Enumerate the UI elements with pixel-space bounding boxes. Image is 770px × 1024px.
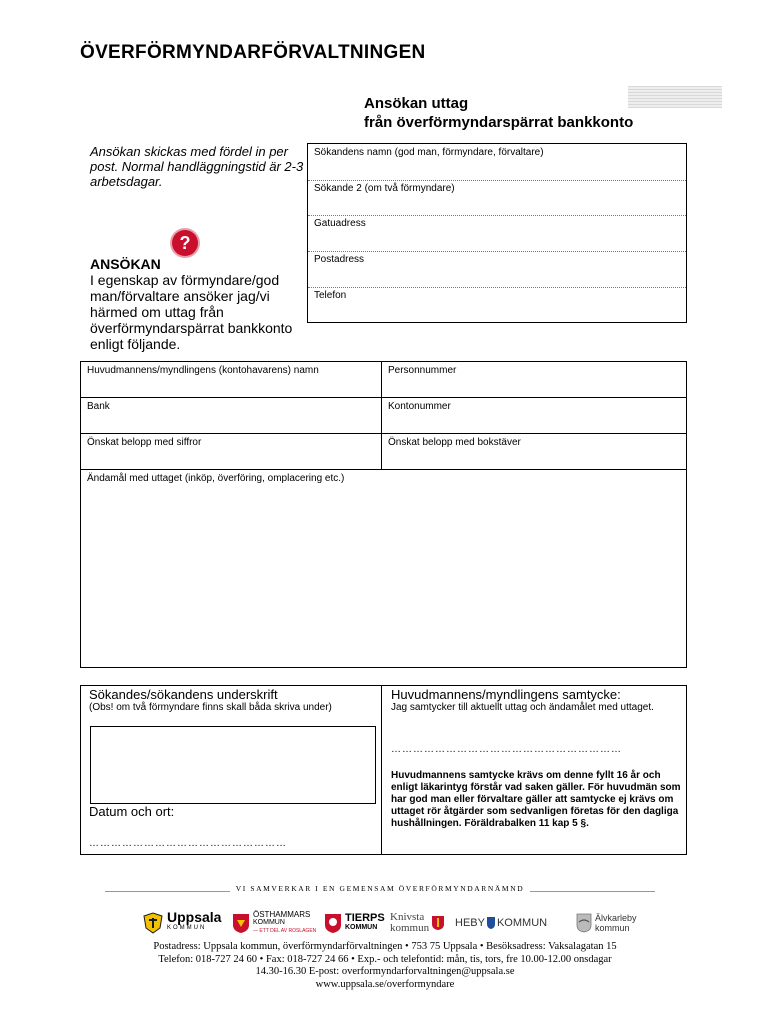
knivsta-crest-icon bbox=[431, 915, 445, 931]
personal-number-field[interactable] bbox=[382, 362, 686, 398]
logo-name: Knivsta bbox=[390, 911, 425, 923]
field-label: Kontonummer bbox=[388, 401, 451, 412]
consent-statement: Jag samtycker till aktuellt uttag och ändamålet med uttaget. bbox=[391, 702, 654, 713]
osthammar-crest-icon bbox=[232, 912, 250, 934]
slogan-bar bbox=[105, 884, 655, 898]
logo-name: Uppsala bbox=[167, 909, 222, 925]
logo-name: TIERPS bbox=[345, 912, 385, 924]
logo-tagline: — ETT DEL AV ROSLAGEN bbox=[253, 928, 317, 934]
heby-logo bbox=[455, 910, 547, 936]
signature-consent-section bbox=[80, 685, 687, 855]
alvkarleby-logo bbox=[576, 910, 637, 936]
principal-section bbox=[80, 361, 687, 668]
osthammar-logo bbox=[232, 910, 316, 936]
applicant-section bbox=[307, 143, 687, 323]
field-label: Sökandens namn (god man, förmyndare, förvaltare) bbox=[314, 147, 544, 158]
logo-name: Älvkarleby bbox=[595, 913, 637, 923]
applicant-name-field[interactable] bbox=[308, 144, 686, 181]
heby-crest-icon bbox=[486, 916, 496, 930]
field-label: Önskat belopp med bokstäver bbox=[388, 437, 521, 448]
footer-email: 14.30-16.30 E-post: overformyndarforvaltningen@uppsala.se bbox=[255, 966, 515, 977]
submission-note: Ansökan skickas med fördel in per post. Normal handläggningstid är 2-3 arbetsdagar. bbox=[90, 144, 304, 189]
date-place-field[interactable]: ……………………………………………… bbox=[89, 838, 287, 849]
account-number-field[interactable] bbox=[382, 398, 686, 434]
help-icon[interactable]: ? bbox=[172, 230, 198, 256]
field-label: Önskat belopp med siffror bbox=[87, 437, 202, 448]
logo-name: ÖSTHAMMARS bbox=[253, 910, 311, 919]
signature-field[interactable] bbox=[90, 726, 376, 804]
office-stamp-area bbox=[628, 86, 722, 108]
application-text: I egenskap av förmyndare/god man/förvaltare ansöker jag/vi härmed om uttag från överförmyndarspärrat bankkonto enligt följande. bbox=[90, 272, 293, 352]
bank-field[interactable] bbox=[81, 398, 382, 434]
field-label: Telefon bbox=[314, 290, 347, 301]
knivsta-logo bbox=[390, 910, 445, 936]
field-label: Gatuadress bbox=[314, 218, 366, 229]
organization-name: ÖVERFÖRMYNDARFÖRVALTNINGEN bbox=[80, 42, 426, 63]
slogan-text: VI SAMVERKAR I EN GEMENSAM ÖVERFÖRMYNDARNÄMND bbox=[230, 884, 530, 893]
street-address-field[interactable] bbox=[308, 215, 686, 252]
phone-field[interactable] bbox=[308, 287, 686, 322]
field-label: Sökande 2 (om två förmyndare) bbox=[314, 183, 455, 194]
logo-sub: KOMMUN bbox=[345, 924, 378, 931]
field-label: Huvudmannens/myndlingens (kontohavarens) namn bbox=[87, 365, 319, 376]
logo-sub: KOMMUN bbox=[496, 917, 548, 929]
uppsala-crest-icon bbox=[142, 912, 164, 934]
field-label: Postadress bbox=[314, 254, 365, 265]
application-heading: ANSÖKAN bbox=[90, 256, 161, 272]
logo-sub: kommun bbox=[390, 922, 430, 934]
tierp-logo bbox=[324, 910, 385, 936]
signature-heading: Sökandes/sökandens underskrift bbox=[89, 687, 278, 702]
footer-website[interactable]: www.uppsala.se/overformyndare bbox=[315, 978, 455, 990]
field-label: Ändamål med uttaget (inköp, överföring, omplacering etc.) bbox=[87, 473, 345, 484]
field-label: Bank bbox=[87, 401, 110, 412]
logo-sub: kommun bbox=[595, 923, 630, 933]
consent-note: Huvudmannens samtycke krävs om denne fyllt 16 år och enligt läkarintyg förstår vad saken gäller. För huvudmän som har god man eller förvaltare gäller att samtycke ej krävs om uttaget rör åtgärder som sedvanligen företas för den dagliga hushållningen. Föräldrabalken 11 kap 5 §. bbox=[391, 770, 681, 829]
form-title-line2: från överförmyndarspärrat bankkonto bbox=[364, 114, 634, 131]
logo-name: HEBY bbox=[455, 917, 485, 929]
logo-sub: KOMMUN bbox=[167, 925, 207, 931]
form-title-line1: Ansökan uttag bbox=[364, 95, 469, 112]
alvkarleby-crest-icon bbox=[576, 913, 592, 933]
applicant2-name-field[interactable] bbox=[308, 180, 686, 216]
footer-phone: Telefon: 018-727 24 60 • Fax: 018-727 24 66 • Exp.- och telefontid: mån, tis, tors, fre 10.00-12.00 onsdagar bbox=[158, 953, 612, 965]
logo-sub: KOMMUN bbox=[253, 919, 285, 926]
signature-subtext: (Obs! om två förmyndare finns skall båda skriva under) bbox=[89, 702, 332, 713]
principal-name-field[interactable] bbox=[81, 362, 382, 398]
postal-address-field[interactable] bbox=[308, 251, 686, 288]
footer-contact bbox=[100, 941, 670, 991]
form-title bbox=[364, 94, 633, 132]
purpose-field[interactable] bbox=[81, 470, 686, 667]
tierp-crest-icon bbox=[324, 912, 342, 934]
consent-signature-field[interactable]: ……………………………………………………… bbox=[391, 744, 622, 755]
consent-heading: Huvudmannens/myndlingens samtycke: bbox=[391, 687, 621, 702]
amount-digits-field[interactable] bbox=[81, 434, 382, 470]
footer-postal-address: Postadress: Uppsala kommun, överförmyndarförvaltningen • 753 75 Uppsala • Besöksadress: Vaksalagatan 15 bbox=[153, 941, 617, 952]
date-place-label: Datum och ort: bbox=[89, 804, 175, 819]
column-divider bbox=[381, 686, 382, 854]
amount-letters-field[interactable] bbox=[382, 434, 686, 470]
uppsala-logo bbox=[142, 910, 221, 936]
field-label: Personnummer bbox=[388, 365, 457, 376]
